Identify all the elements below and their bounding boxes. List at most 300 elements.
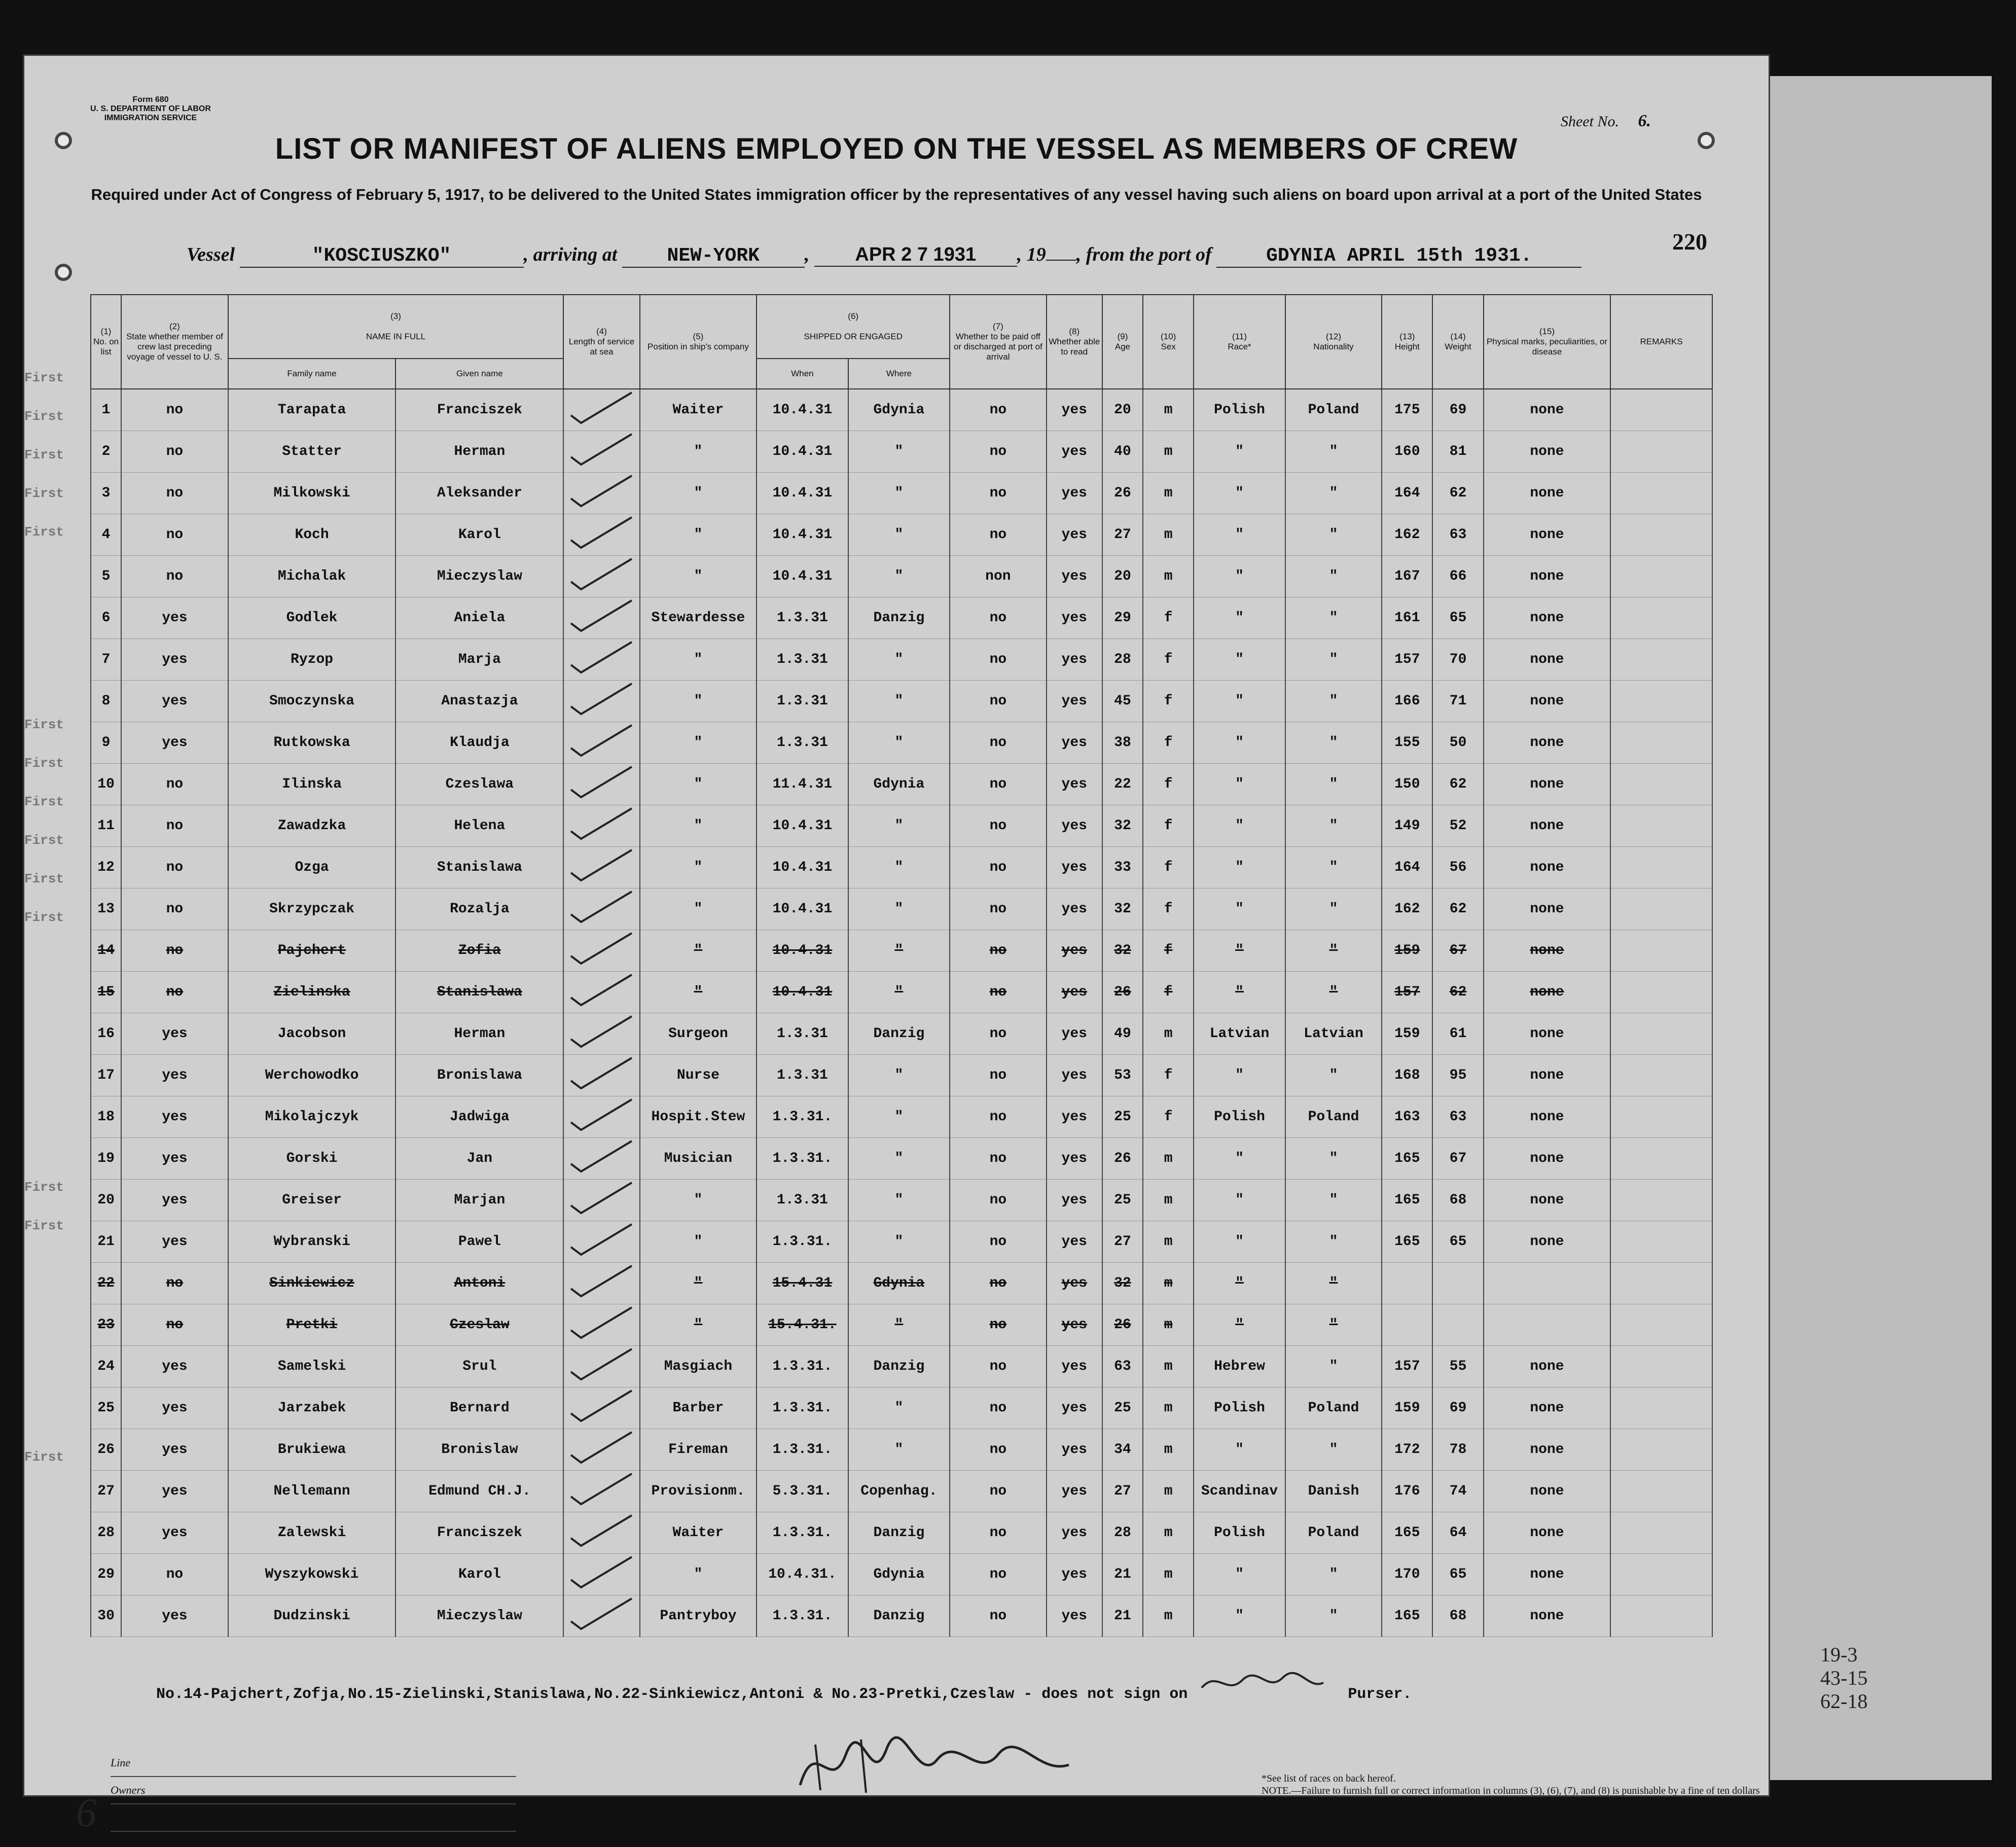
margin-first-note: First bbox=[24, 794, 64, 809]
cell-race: " bbox=[1194, 805, 1285, 847]
cell-weight: 95 bbox=[1432, 1055, 1483, 1096]
cell-paid: no bbox=[950, 1138, 1046, 1180]
cell-paid: no bbox=[950, 389, 1046, 431]
cell-marks: none bbox=[1484, 1554, 1611, 1595]
cell-paid: no bbox=[950, 681, 1046, 722]
cell-read: yes bbox=[1047, 847, 1102, 889]
cell-height: 159 bbox=[1382, 1388, 1432, 1429]
margin-first-note: First bbox=[24, 1218, 64, 1233]
remarks-cell bbox=[1610, 1013, 1712, 1055]
cell-weight: 65 bbox=[1432, 597, 1483, 639]
remarks-cell bbox=[1610, 1554, 1712, 1595]
cell-race: " bbox=[1194, 514, 1285, 556]
cell-height bbox=[1382, 1263, 1432, 1304]
crew-rows bbox=[91, 389, 1712, 1637]
cell-family: Nellemann bbox=[228, 1471, 396, 1512]
cell-prev: yes bbox=[121, 1346, 228, 1388]
cell-age: 27 bbox=[1102, 1221, 1143, 1263]
penalty-note: NOTE.—Failure to furnish full or correct information in columns (3), (6), (7), and (8) is punishable by a fine of ten dollars for each alien. See other side. bbox=[1262, 1785, 1760, 1808]
cell-sex: f bbox=[1143, 639, 1194, 681]
cell-paid: no bbox=[950, 431, 1046, 473]
cell-race: " bbox=[1194, 681, 1285, 722]
cell-read: yes bbox=[1047, 1221, 1102, 1263]
cell-sex: m bbox=[1143, 556, 1194, 597]
service-length-check bbox=[563, 930, 639, 972]
cell-when: 1.3.31. bbox=[757, 1595, 848, 1637]
cell-position: Waiter bbox=[640, 1512, 757, 1554]
cell-paid: no bbox=[950, 1471, 1046, 1512]
cell-age: 32 bbox=[1102, 805, 1143, 847]
cell-height: 176 bbox=[1382, 1471, 1432, 1512]
col-height-header: (13) Height bbox=[1382, 295, 1432, 389]
margin-first-note: First bbox=[24, 756, 64, 771]
cell-read: yes bbox=[1047, 1512, 1102, 1554]
cell-paid: no bbox=[950, 1595, 1046, 1637]
cell-paid: no bbox=[950, 597, 1046, 639]
cell-given: Pawel bbox=[395, 1221, 563, 1263]
cell-family: Statter bbox=[228, 431, 396, 473]
not-signing-note: No.14-Pajchert,Zofja,No.15-Zielinski,Stanislawa,No.22-Sinkiewicz,Antoni & No.23-Pretki,Czeslaw - does not sign on bbox=[156, 1686, 1188, 1703]
cell-prev: yes bbox=[121, 639, 228, 681]
cell-position: Nurse bbox=[640, 1055, 757, 1096]
cell-marks: none bbox=[1484, 514, 1611, 556]
cell-no: 17 bbox=[91, 1055, 121, 1096]
cell-family: Jarzabek bbox=[228, 1388, 396, 1429]
cell-where: Gdynia bbox=[848, 1554, 950, 1595]
cell-family: Greiser bbox=[228, 1180, 396, 1221]
cell-read: yes bbox=[1047, 1429, 1102, 1471]
remarks-cell bbox=[1610, 805, 1712, 847]
cell-given: Rozalja bbox=[395, 889, 563, 930]
cell-nat: " bbox=[1285, 1221, 1382, 1263]
cell-marks: none bbox=[1484, 764, 1611, 805]
col-remarks-header: REMARKS bbox=[1610, 295, 1712, 389]
cell-age: 34 bbox=[1102, 1429, 1143, 1471]
cell-paid: no bbox=[950, 1263, 1046, 1304]
table-row bbox=[91, 473, 1712, 514]
cell-race: " bbox=[1194, 639, 1285, 681]
cell-when: 1.3.31. bbox=[757, 1388, 848, 1429]
cell-no: 10 bbox=[91, 764, 121, 805]
cell-paid: no bbox=[950, 1304, 1046, 1346]
cell-family: Werchowodko bbox=[228, 1055, 396, 1096]
cell-paid: no bbox=[950, 805, 1046, 847]
cell-age: 27 bbox=[1102, 514, 1143, 556]
cell-position: " bbox=[640, 764, 757, 805]
cell-height: 159 bbox=[1382, 1013, 1432, 1055]
cell-age: 28 bbox=[1102, 639, 1143, 681]
cell-race: " bbox=[1194, 930, 1285, 972]
vessel-name: "KOSCIUSZKO" bbox=[240, 245, 524, 268]
cell-when: 1.3.31 bbox=[757, 597, 848, 639]
cell-sex: f bbox=[1143, 805, 1194, 847]
table-row bbox=[91, 1180, 1712, 1221]
cell-sex: m bbox=[1143, 1221, 1194, 1263]
cell-position: " bbox=[640, 847, 757, 889]
cell-where: Gdynia bbox=[848, 764, 950, 805]
cell-paid: no bbox=[950, 722, 1046, 764]
cell-weight bbox=[1432, 1263, 1483, 1304]
cell-paid: no bbox=[950, 639, 1046, 681]
cell-marks: none bbox=[1484, 1013, 1611, 1055]
margin-first-note: First bbox=[24, 486, 64, 501]
cell-no: 8 bbox=[91, 681, 121, 722]
remarks-cell bbox=[1610, 1221, 1712, 1263]
cell-race: " bbox=[1194, 556, 1285, 597]
cell-height: 160 bbox=[1382, 431, 1432, 473]
cell-paid: non bbox=[950, 556, 1046, 597]
cell-race: " bbox=[1194, 722, 1285, 764]
cell-prev: no bbox=[121, 764, 228, 805]
cell-marks: none bbox=[1484, 597, 1611, 639]
cell-age: 38 bbox=[1102, 722, 1143, 764]
sheet-number-value: 6. bbox=[1638, 112, 1651, 130]
cell-height: 165 bbox=[1382, 1138, 1432, 1180]
cell-race: Polish bbox=[1194, 1512, 1285, 1554]
cell-where: " bbox=[848, 1055, 950, 1096]
col-paid-off-header: (7) Whether to be paid off or discharged at port of arrival bbox=[950, 295, 1046, 389]
table-row bbox=[91, 889, 1712, 930]
cell-weight: 71 bbox=[1432, 681, 1483, 722]
remarks-cell bbox=[1610, 681, 1712, 722]
margin-first-note: First bbox=[24, 524, 64, 540]
cell-family: Smoczynska bbox=[228, 681, 396, 722]
cell-family: Sinkiewicz bbox=[228, 1263, 396, 1304]
remarks-cell bbox=[1610, 764, 1712, 805]
cell-when: 11.4.31 bbox=[757, 764, 848, 805]
vessel-line: Vessel "KOSCIUSZKO" , arriving at NEW-YORK , APR 2 7 1931 , 19 , from the port of GDYNIA APRIL 15th 1931. bbox=[187, 243, 1581, 268]
service-length-check bbox=[563, 847, 639, 889]
table-row bbox=[91, 681, 1712, 722]
table-row bbox=[91, 431, 1712, 473]
cell-weight: 70 bbox=[1432, 639, 1483, 681]
cell-when: 15.4.31 bbox=[757, 1263, 848, 1304]
cell-where: " bbox=[848, 1388, 950, 1429]
purser-label: Purser. bbox=[1348, 1686, 1412, 1703]
remarks-cell bbox=[1610, 1512, 1712, 1554]
cell-race: " bbox=[1194, 1429, 1285, 1471]
cell-nat: Poland bbox=[1285, 389, 1382, 431]
cell-nat: " bbox=[1285, 972, 1382, 1013]
cell-sex: f bbox=[1143, 847, 1194, 889]
cell-nat: " bbox=[1285, 597, 1382, 639]
service-length-check bbox=[563, 1554, 639, 1595]
cell-read: yes bbox=[1047, 1471, 1102, 1512]
cell-sex: m bbox=[1143, 431, 1194, 473]
inspector-signature bbox=[785, 1729, 1089, 1805]
attached-tab-sheet bbox=[1769, 76, 1992, 1780]
cell-height: 172 bbox=[1382, 1429, 1432, 1471]
cell-marks: none bbox=[1484, 1055, 1611, 1096]
service-length-check bbox=[563, 681, 639, 722]
cell-position: Hospit.Stew bbox=[640, 1096, 757, 1138]
table-row bbox=[91, 639, 1712, 681]
remarks-cell bbox=[1610, 889, 1712, 930]
cell-given: Franciszek bbox=[395, 1512, 563, 1554]
cell-given: Franciszek bbox=[395, 389, 563, 431]
cell-sex: m bbox=[1143, 1346, 1194, 1388]
cell-given: Bernard bbox=[395, 1388, 563, 1429]
cell-where: " bbox=[848, 847, 950, 889]
cell-family: Godlek bbox=[228, 597, 396, 639]
cell-marks: none bbox=[1484, 681, 1611, 722]
cell-family: Pajchert bbox=[228, 930, 396, 972]
cell-position: Fireman bbox=[640, 1429, 757, 1471]
cell-read: yes bbox=[1047, 1595, 1102, 1637]
cell-prev: yes bbox=[121, 1471, 228, 1512]
cell-read: yes bbox=[1047, 764, 1102, 805]
cell-nat: " bbox=[1285, 889, 1382, 930]
cell-prev: yes bbox=[121, 1138, 228, 1180]
cell-no: 6 bbox=[91, 597, 121, 639]
cell-sex: f bbox=[1143, 972, 1194, 1013]
cell-where: " bbox=[848, 1429, 950, 1471]
cell-marks: none bbox=[1484, 473, 1611, 514]
cell-sex: m bbox=[1143, 514, 1194, 556]
cell-read: yes bbox=[1047, 556, 1102, 597]
remarks-cell bbox=[1610, 1096, 1712, 1138]
cell-age: 21 bbox=[1102, 1554, 1143, 1595]
table-row bbox=[91, 1304, 1712, 1346]
cell-nat: " bbox=[1285, 847, 1382, 889]
cell-weight: 67 bbox=[1432, 1138, 1483, 1180]
cell-age: 49 bbox=[1102, 1013, 1143, 1055]
cell-read: yes bbox=[1047, 514, 1102, 556]
cell-sex: f bbox=[1143, 681, 1194, 722]
cell-race: " bbox=[1194, 847, 1285, 889]
cell-nat: " bbox=[1285, 1263, 1382, 1304]
cell-read: yes bbox=[1047, 1096, 1102, 1138]
cell-when: 10.4.31 bbox=[757, 431, 848, 473]
vessel-label: Vessel bbox=[187, 244, 235, 265]
remarks-cell bbox=[1610, 473, 1712, 514]
cell-family: Brukiewa bbox=[228, 1429, 396, 1471]
cell-given: Anastazja bbox=[395, 681, 563, 722]
cell-weight: 62 bbox=[1432, 764, 1483, 805]
cell-weight: 52 bbox=[1432, 805, 1483, 847]
cell-position: Masgiach bbox=[640, 1346, 757, 1388]
cell-read: yes bbox=[1047, 972, 1102, 1013]
cell-given: Helena bbox=[395, 805, 563, 847]
cell-height: 165 bbox=[1382, 1512, 1432, 1554]
cell-prev: yes bbox=[121, 597, 228, 639]
cell-when: 10.4.31 bbox=[757, 514, 848, 556]
purser-signature bbox=[1197, 1667, 1339, 1703]
cell-no: 4 bbox=[91, 514, 121, 556]
remarks-cell bbox=[1610, 1055, 1712, 1096]
table-row bbox=[91, 1138, 1712, 1180]
cell-marks: none bbox=[1484, 556, 1611, 597]
cell-when: 1.3.31 bbox=[757, 722, 848, 764]
service-length-check bbox=[563, 889, 639, 930]
margin-first-note: First bbox=[24, 447, 64, 463]
table-row bbox=[91, 1388, 1712, 1429]
cell-paid: no bbox=[950, 1429, 1046, 1471]
margin-first-note: First bbox=[24, 833, 64, 848]
cell-marks: none bbox=[1484, 1512, 1611, 1554]
cell-read: yes bbox=[1047, 1055, 1102, 1096]
cell-read: yes bbox=[1047, 681, 1102, 722]
cell-race: Hebrew bbox=[1194, 1346, 1285, 1388]
remarks-cell bbox=[1610, 722, 1712, 764]
cell-prev: no bbox=[121, 1304, 228, 1346]
cell-family: Zalewski bbox=[228, 1512, 396, 1554]
col-no-header: (1) No. on list bbox=[91, 295, 121, 389]
cell-height: 157 bbox=[1382, 972, 1432, 1013]
table-row bbox=[91, 1055, 1712, 1096]
local-agents-field-label: Local Agents bbox=[111, 1804, 516, 1832]
year-label: 19 bbox=[1026, 244, 1046, 265]
service-length-check bbox=[563, 1388, 639, 1429]
cell-paid: no bbox=[950, 972, 1046, 1013]
cell-sex: m bbox=[1143, 389, 1194, 431]
arrival-port: NEW-YORK bbox=[622, 245, 805, 268]
cell-read: yes bbox=[1047, 473, 1102, 514]
remarks-cell bbox=[1610, 556, 1712, 597]
cell-prev: yes bbox=[121, 1013, 228, 1055]
table-row bbox=[91, 1263, 1712, 1304]
cell-family: Mikolajczyk bbox=[228, 1096, 396, 1138]
cell-height: 165 bbox=[1382, 1221, 1432, 1263]
cell-given: Jadwiga bbox=[395, 1096, 563, 1138]
cell-prev: yes bbox=[121, 1180, 228, 1221]
cell-position: " bbox=[640, 556, 757, 597]
service-length-check bbox=[563, 805, 639, 847]
cell-prev: yes bbox=[121, 681, 228, 722]
cell-position: Stewardesse bbox=[640, 597, 757, 639]
cell-weight: 64 bbox=[1432, 1512, 1483, 1554]
cell-no: 5 bbox=[91, 556, 121, 597]
cell-where: Danzig bbox=[848, 1013, 950, 1055]
cell-position: " bbox=[640, 930, 757, 972]
cell-when: 1.3.31 bbox=[757, 639, 848, 681]
service-length-check bbox=[563, 764, 639, 805]
cell-prev: no bbox=[121, 930, 228, 972]
cell-weight: 62 bbox=[1432, 889, 1483, 930]
cell-height: 149 bbox=[1382, 805, 1432, 847]
cell-family: Ryzop bbox=[228, 639, 396, 681]
cell-where: Danzig bbox=[848, 1595, 950, 1637]
cell-age: 29 bbox=[1102, 597, 1143, 639]
cell-race: " bbox=[1194, 1138, 1285, 1180]
cell-marks: none bbox=[1484, 1096, 1611, 1138]
cell-height: 168 bbox=[1382, 1055, 1432, 1096]
from-port-label: from the port of bbox=[1086, 244, 1212, 265]
cell-position: " bbox=[640, 1263, 757, 1304]
service-length-check bbox=[563, 1138, 639, 1180]
cell-when: 10.4.31. bbox=[757, 1554, 848, 1595]
cell-prev: yes bbox=[121, 1388, 228, 1429]
cell-race: " bbox=[1194, 1554, 1285, 1595]
manifest-sheet bbox=[24, 56, 1769, 1824]
cell-sex: m bbox=[1143, 1595, 1194, 1637]
remarks-cell bbox=[1610, 1388, 1712, 1429]
table-row bbox=[91, 1346, 1712, 1388]
cell-where: " bbox=[848, 639, 950, 681]
margin-first-note: First bbox=[24, 1449, 64, 1465]
cell-where: " bbox=[848, 556, 950, 597]
service-length-check bbox=[563, 431, 639, 473]
margin-first-note: First bbox=[24, 409, 64, 424]
remarks-cell bbox=[1610, 847, 1712, 889]
cell-sex: f bbox=[1143, 764, 1194, 805]
cell-no: 7 bbox=[91, 639, 121, 681]
cell-weight: 63 bbox=[1432, 514, 1483, 556]
col-service-length-header: (4) Length of service at sea bbox=[563, 295, 639, 389]
cell-nat: " bbox=[1285, 1346, 1382, 1388]
cell-prev: yes bbox=[121, 1221, 228, 1263]
cell-prev: no bbox=[121, 473, 228, 514]
cell-race: Latvian bbox=[1194, 1013, 1285, 1055]
cell-paid: no bbox=[950, 1554, 1046, 1595]
cell-family: Zawadzka bbox=[228, 805, 396, 847]
col-name-header: (3) NAME IN FULL bbox=[228, 295, 564, 359]
cell-marks: none bbox=[1484, 930, 1611, 972]
cell-where: " bbox=[848, 930, 950, 972]
remarks-cell bbox=[1610, 1595, 1712, 1637]
cell-prev: yes bbox=[121, 1595, 228, 1637]
cell-age: 27 bbox=[1102, 1471, 1143, 1512]
service-length-check bbox=[563, 473, 639, 514]
cell-prev: no bbox=[121, 972, 228, 1013]
cell-paid: no bbox=[950, 889, 1046, 930]
cell-no: 19 bbox=[91, 1138, 121, 1180]
cell-prev: no bbox=[121, 1554, 228, 1595]
cell-when: 10.4.31 bbox=[757, 556, 848, 597]
cell-marks: none bbox=[1484, 722, 1611, 764]
service-length-check bbox=[563, 1096, 639, 1138]
cell-no: 18 bbox=[91, 1096, 121, 1138]
cell-sex: m bbox=[1143, 473, 1194, 514]
cell-marks: none bbox=[1484, 972, 1611, 1013]
cell-marks: none bbox=[1484, 1180, 1611, 1221]
cell-nat: Poland bbox=[1285, 1388, 1382, 1429]
cell-no: 15 bbox=[91, 972, 121, 1013]
cell-age: 28 bbox=[1102, 1512, 1143, 1554]
cell-marks: none bbox=[1484, 805, 1611, 847]
cell-family: Koch bbox=[228, 514, 396, 556]
cell-paid: no bbox=[950, 1346, 1046, 1388]
table-row bbox=[91, 514, 1712, 556]
footer-note bbox=[156, 1667, 1412, 1703]
cell-weight: 50 bbox=[1432, 722, 1483, 764]
cell-age: 26 bbox=[1102, 1304, 1143, 1346]
cell-age: 63 bbox=[1102, 1346, 1143, 1388]
tally-notes bbox=[1820, 1643, 1867, 1713]
col-prev-voyage-header: (2) State whether member of crew last preceding voyage of vessel to U. S. bbox=[121, 295, 228, 389]
cell-sex: m bbox=[1143, 1471, 1194, 1512]
cell-where: Danzig bbox=[848, 1512, 950, 1554]
cell-nat: " bbox=[1285, 1429, 1382, 1471]
cell-family: Wybranski bbox=[228, 1221, 396, 1263]
cell-given: Aniela bbox=[395, 597, 563, 639]
cell-nat: Poland bbox=[1285, 1512, 1382, 1554]
cell-where: " bbox=[848, 1180, 950, 1221]
cell-when: 1.3.31 bbox=[757, 1013, 848, 1055]
margin-first-note: First bbox=[24, 370, 64, 385]
service-length-check bbox=[563, 1346, 639, 1388]
cell-read: yes bbox=[1047, 1388, 1102, 1429]
cell-position: " bbox=[640, 1304, 757, 1346]
cell-weight: 68 bbox=[1432, 1180, 1483, 1221]
cell-sex: f bbox=[1143, 889, 1194, 930]
cell-marks: none bbox=[1484, 1388, 1611, 1429]
table-row bbox=[91, 805, 1712, 847]
form-number: Form 680 bbox=[132, 95, 169, 104]
cell-prev: no bbox=[121, 431, 228, 473]
cell-marks bbox=[1484, 1263, 1611, 1304]
cell-height: 161 bbox=[1382, 597, 1432, 639]
